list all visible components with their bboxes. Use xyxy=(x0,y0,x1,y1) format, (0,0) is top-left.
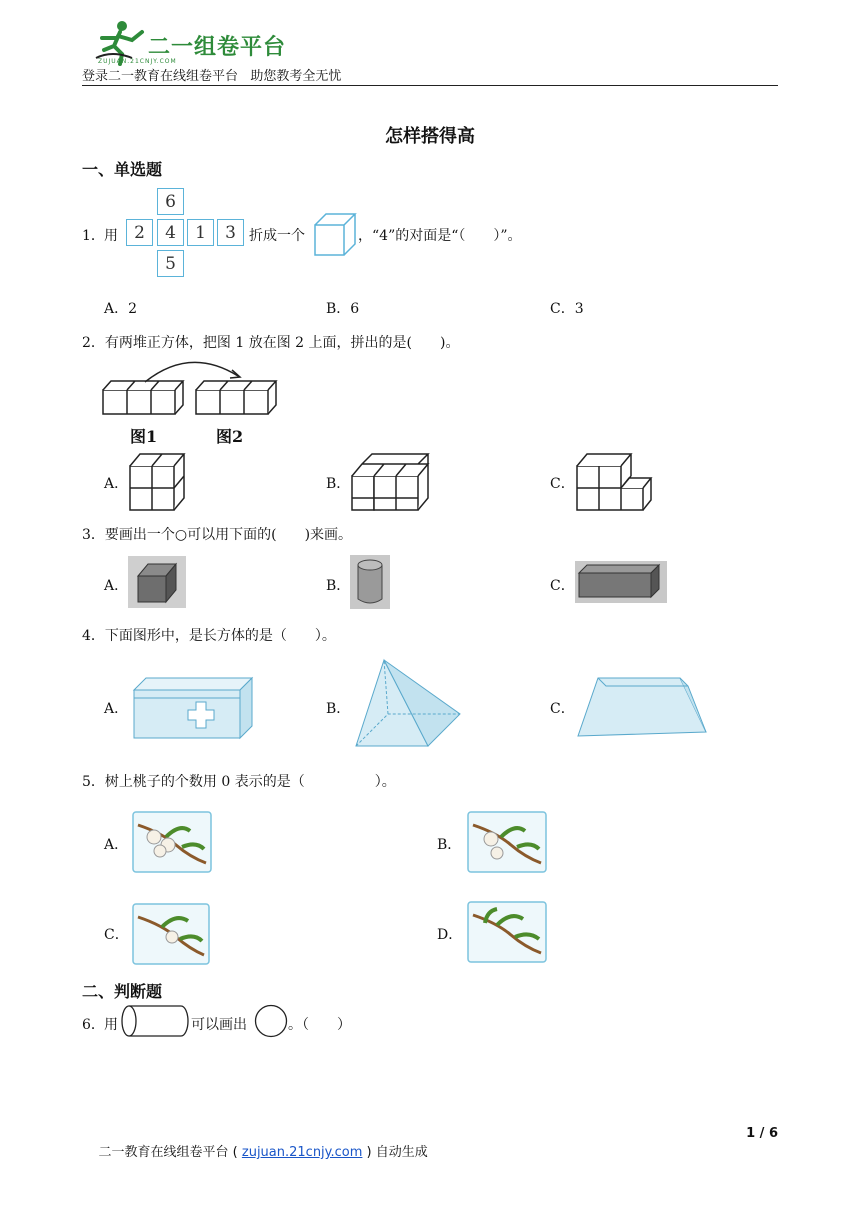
section-heading-true-false: 二、判断题 xyxy=(82,982,163,1001)
figure-1-label: 图1 xyxy=(130,427,158,446)
net-cell: 1 xyxy=(187,219,214,246)
footer-text-post: ) 自动生成 xyxy=(362,1145,428,1160)
option-b[interactable]: B．6 xyxy=(326,301,360,317)
net-cell: 2 xyxy=(126,219,153,246)
question-text-mid: 可以画出 xyxy=(191,1017,247,1033)
net-cell: 4 xyxy=(157,219,184,246)
option-d[interactable]: D． xyxy=(437,927,463,943)
option-d-peach-branch[interactable] xyxy=(467,901,547,963)
question-text: 2．有两堆正方体，把图 1 放在图 2 上面，拼出的是( )。 xyxy=(82,335,460,351)
footer-text xyxy=(82,1126,428,1175)
net-cell-bottom: 5 xyxy=(157,250,184,277)
header-tagline: 登录二一教育在线组卷平台 助您教考全无忧 xyxy=(82,69,342,84)
logo-subtext: ZUJUAN.21CNJY.COM xyxy=(98,58,177,65)
option-b[interactable]: B． xyxy=(326,701,351,717)
option-c-cuboid-photo[interactable] xyxy=(575,561,667,603)
question-text: 3．要画出一个○可以用下面的( )来画。 xyxy=(82,527,353,543)
option-b[interactable]: B． xyxy=(437,837,462,853)
option-c-frustum[interactable] xyxy=(576,676,708,738)
circle-icon xyxy=(254,1004,288,1038)
option-a-medicine-box[interactable] xyxy=(132,676,254,740)
option-c-peach-branch[interactable] xyxy=(132,903,210,965)
question-text: 4．下面图形中，是长方体的是（ ）。 xyxy=(82,628,336,644)
question-text-post: ，“4”的对面是“（ ）”。 xyxy=(358,228,522,244)
option-b-pyramid[interactable] xyxy=(350,658,462,750)
option-c[interactable]: C． xyxy=(550,476,575,492)
option-c[interactable]: C． xyxy=(104,927,129,943)
net-cell: 3 xyxy=(217,219,244,246)
option-c-cube-stack[interactable] xyxy=(575,452,655,512)
question-text: 5．树上桃子的个数用 0 表示的是（ ）。 xyxy=(82,774,396,790)
option-b-peach-branch[interactable] xyxy=(467,811,547,873)
footer-link[interactable]: zujuan.21cnjy.com xyxy=(241,1145,363,1160)
cube-icon xyxy=(314,213,356,257)
option-a[interactable]: A． xyxy=(104,837,129,853)
page-title: 怎样搭得高 xyxy=(385,126,475,147)
option-c[interactable]: C． xyxy=(550,701,575,717)
option-b[interactable]: B． xyxy=(326,476,351,492)
logo-text: 二一组卷平台 xyxy=(148,35,287,60)
option-c[interactable]: C． xyxy=(550,578,575,594)
question-text-mid: 折成一个 xyxy=(249,228,305,244)
cylinder-icon xyxy=(119,1004,189,1038)
option-a[interactable]: A．2 xyxy=(104,301,138,317)
option-a[interactable]: A． xyxy=(104,578,129,594)
question-text-pre: 用 xyxy=(104,228,118,244)
option-a-cube-stack[interactable] xyxy=(128,452,188,512)
question-text-post: 。（ ） xyxy=(288,1017,351,1033)
option-a[interactable]: A． xyxy=(104,476,129,492)
option-c[interactable]: C．3 xyxy=(550,301,584,317)
option-a-cube-photo[interactable] xyxy=(128,556,186,608)
net-cell-top: 6 xyxy=(157,188,184,215)
page-number: 1 / 6 xyxy=(746,1126,778,1141)
option-b-cube-stack[interactable] xyxy=(350,452,430,512)
question-number: 1． xyxy=(82,228,105,244)
footer-text-pre: 二一教育在线组卷平台 ( xyxy=(98,1145,242,1160)
question-text-pre: 用 xyxy=(104,1017,118,1033)
cube-stacks-figure xyxy=(100,362,280,422)
option-b-cylinder-photo[interactable] xyxy=(350,555,390,609)
question-number: 6． xyxy=(82,1017,105,1033)
option-a-peach-branch[interactable] xyxy=(132,811,212,873)
option-a[interactable]: A． xyxy=(104,701,129,717)
header-divider xyxy=(82,85,778,86)
option-b[interactable]: B． xyxy=(326,578,351,594)
figure-2-label: 图2 xyxy=(216,427,244,446)
section-heading-single-choice: 一、单选题 xyxy=(82,160,163,179)
